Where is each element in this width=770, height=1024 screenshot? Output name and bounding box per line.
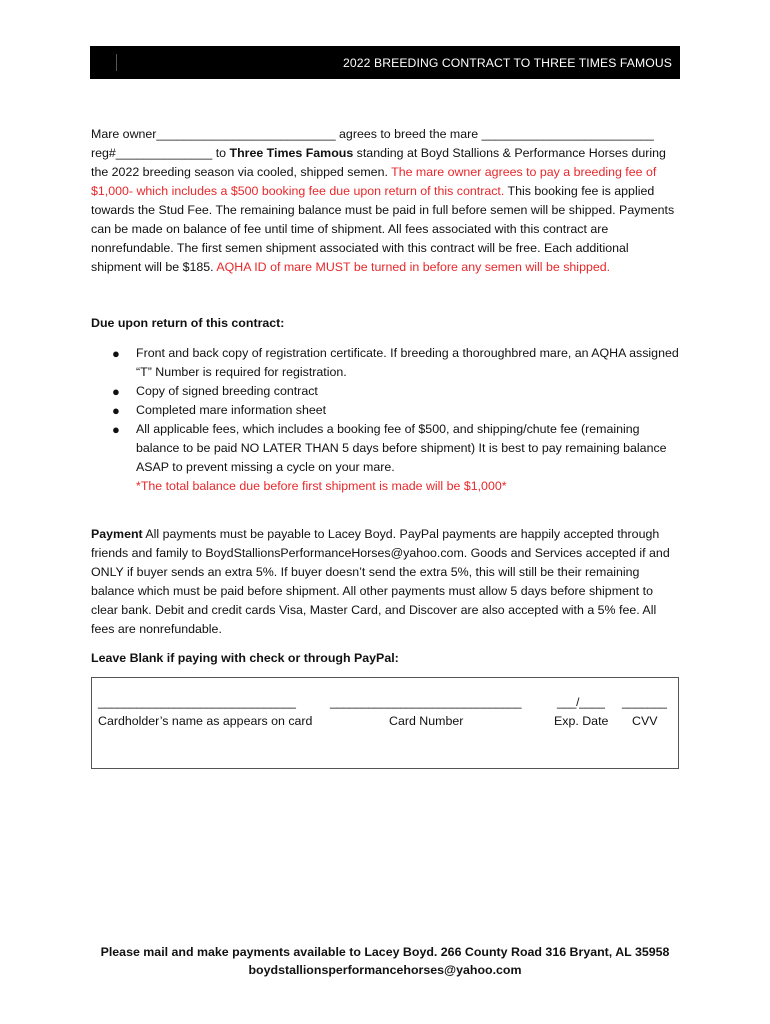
document-title: 2022 BREEDING CONTRACT TO THREE TIMES FAMOUS	[342, 56, 672, 70]
intro-text-1: Mare owner__________________________ agrees to breed the mare _________________________ reg#______________ to	[91, 127, 654, 160]
mailing-address: Please mail and make payments available to Lacey Boyd. 266 County Road 316 Bryant, AL 35958	[100, 945, 670, 959]
card-info-box	[91, 677, 679, 769]
payment-label: Payment	[91, 527, 143, 541]
bullet-icon: ●	[112, 403, 120, 418]
bullet-icon: ●	[112, 422, 120, 437]
header-divider	[116, 54, 117, 71]
intro-text-2: standing at Boyd Stallions & Performance Horses during the 2022 breeding season via cooled, shipped semen.	[91, 146, 666, 179]
aqha-id-notice: AQHA ID of mare MUST be turned in before any semen will be shipped.	[216, 260, 611, 274]
header-bar	[90, 46, 680, 79]
card-section-heading: Leave Blank if paying with check or through PayPal:	[91, 651, 399, 665]
contact-email: boydstallionsperformancehorses@yahoo.com	[248, 963, 522, 977]
total-balance-note: *The total balance due before first shipment is made will be $1,000*	[136, 479, 507, 493]
contract-intro-paragraph	[91, 125, 681, 277]
due-list	[91, 344, 681, 496]
bullet-icon: ●	[112, 346, 120, 361]
list-item-text: Copy of signed breeding contract	[136, 384, 318, 398]
list-item-text: All applicable fees, which includes a booking fee of $500, and shipping/chute fee (remaining balance to be paid NO LATER THAN 5 days before shipment) It is best to pay remaining balance ASAP to prevent missing a cycle on your mare.	[136, 422, 667, 474]
due-heading: Due upon return of this contract:	[91, 316, 285, 330]
cvv-label: CVV	[632, 714, 658, 728]
payment-paragraph	[91, 525, 681, 639]
cardholder-name-field[interactable]: _______________________________	[98, 695, 296, 709]
payment-text: All payments must be payable to Lacey Boyd. PayPal payments are happily accepted through friends and family to BoydStallionsPerformanceHorses@yahoo.com. Goods and Services accepted if and ONLY if buyer sends an extra 5%. If buyer doesn’t send the extra 5%, this will still be their remaining balance which must be paid before shipment. All other payments must allow 5 days before shipment to clear bank. Debit and credit cards Visa, Master Card, and Discover are also accepted with a 5% fee. All fees are nonrefundable.	[91, 527, 670, 636]
card-number-field[interactable]: ______________________________	[330, 695, 522, 709]
intro-text-3: This booking fee is applied towards the Stud Fee. The remaining balance must be paid in full before semen will be shipped. Payments can be made on balance of fee until time of shipment. All fees associated with this contract are nonrefundable. The first semen shipment associated with this contract will be free. Each additional shipment will be $185.	[91, 184, 675, 274]
card-number-label: Card Number	[389, 714, 464, 728]
stallion-name: Three Times Famous	[229, 146, 354, 160]
list-item	[91, 401, 681, 420]
list-item-text: Completed mare information sheet	[136, 403, 327, 417]
list-item	[91, 420, 681, 496]
list-item-text: Front and back copy of registration certificate. If breeding a thoroughbred mare, an AQHA assigned “T” Number is required for registration.	[136, 346, 679, 379]
cardholder-name-label: Cardholder’s name as appears on card	[98, 714, 313, 728]
cvv-field[interactable]: _______	[622, 695, 667, 709]
breeding-fee-notice: The mare owner agrees to pay a breeding fee of $1,000- which includes a $500 booking fee due upon return of this contract.	[91, 165, 657, 198]
exp-date-label: Exp. Date	[554, 714, 609, 728]
list-item	[91, 382, 681, 401]
bullet-icon: ●	[112, 384, 120, 399]
exp-date-field[interactable]: ___/____	[557, 695, 605, 709]
list-item	[91, 344, 681, 382]
